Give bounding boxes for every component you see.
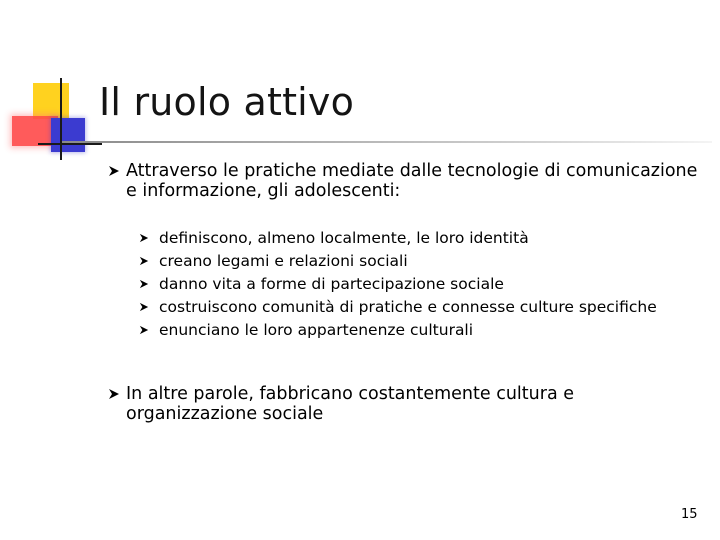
arrowhead-bullet-icon [108,388,120,400]
bullet-main-2: In altre parole, fabbricano costantemente cultura e organizzazione sociale [126,384,574,424]
arrowhead-bullet-icon [139,233,149,243]
horizontal-rule-decoration [38,143,102,145]
arrowhead-bullet-icon [139,302,149,312]
vertical-rule-decoration [60,78,62,160]
sub-bullet-2: creano legami e relazioni sociali [159,252,408,270]
title-underline [62,141,712,143]
arrowhead-bullet-icon [139,279,149,289]
arrowhead-bullet-icon [139,325,149,335]
sub-bullet-3: danno vita a forme di partecipazione sociale [159,275,504,293]
arrowhead-bullet-icon [108,165,120,177]
arrowhead-bullet-icon [139,256,149,266]
bullet-main-1: Attraverso le pratiche mediate dalle tecnologie di comunicazione e informazione, gli adolescenti: [126,161,698,201]
sub-bullet-5: enunciano le loro appartenenze culturali [159,321,474,339]
page-number: 15 [681,507,698,522]
blue-square-decoration [51,118,85,152]
yellow-square-decoration [33,83,69,119]
sub-bullet-1: definiscono, almeno localmente, le loro identità [159,229,529,247]
slide-title: Il ruolo attivo [99,80,355,124]
sub-bullet-4: costruiscono comunità di pratiche e connesse culture specifiche [159,298,657,316]
